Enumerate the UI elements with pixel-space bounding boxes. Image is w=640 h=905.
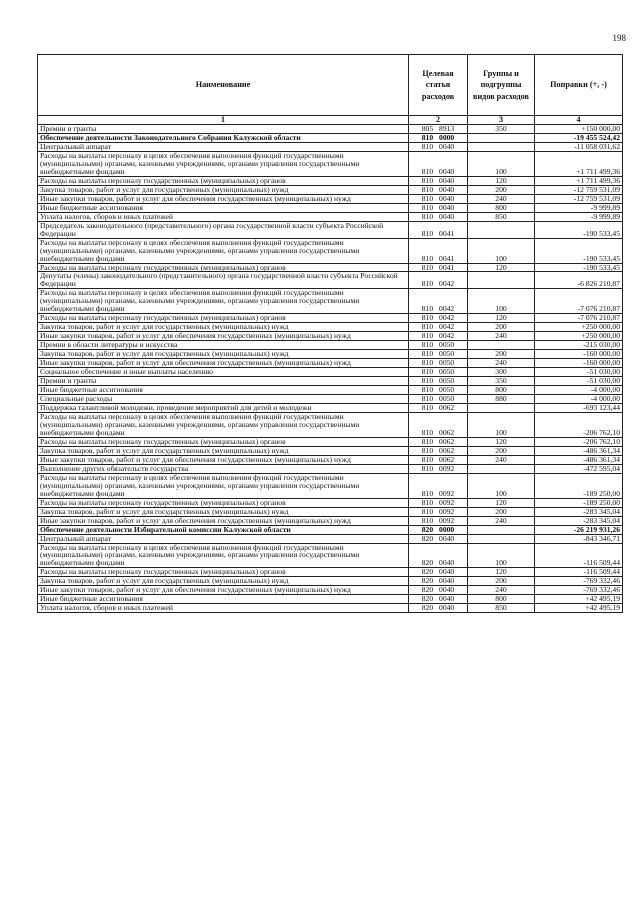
row-code: 810 0000 xyxy=(409,133,468,142)
row-amount: -116 509,44 xyxy=(535,543,623,568)
row-name: Премии и гранты xyxy=(38,377,409,386)
table-row xyxy=(38,498,623,507)
row-code: 810 0041 xyxy=(409,238,468,263)
row-vr: 120 xyxy=(468,498,535,507)
row-name: Центральный аппарат xyxy=(38,534,409,543)
row-vr: 120 xyxy=(468,176,535,185)
table-row xyxy=(38,604,623,613)
row-name: Расходы на выплаты персоналу государственных (муниципальных) органов xyxy=(38,498,409,507)
table-row xyxy=(38,464,623,473)
row-name: Иные закупки товаров, работ и услуг для обеспечения государственных (муниципальных) нужд xyxy=(38,332,409,341)
column-number: 3 xyxy=(468,116,535,125)
table-row xyxy=(38,272,623,289)
row-code: 810 0042 xyxy=(409,314,468,323)
row-amount: -769 332,46 xyxy=(535,586,623,595)
row-name: Закупка товаров, работ и услуг для государственных (муниципальных) нужд xyxy=(38,323,409,332)
row-vr xyxy=(468,464,535,473)
row-amount: -189 250,00 xyxy=(535,498,623,507)
row-amount: +42 495,19 xyxy=(535,604,623,613)
header-amount: Поправки (+, -) xyxy=(535,55,623,116)
table-row xyxy=(38,386,623,395)
row-code: 820 0040 xyxy=(409,595,468,604)
row-amount: -843 346,71 xyxy=(535,534,623,543)
row-code: 810 0092 xyxy=(409,498,468,507)
row-name: Уплата налогов, сборов и иных платежей xyxy=(38,604,409,613)
row-name: Расходы на выплаты персоналу в целях обеспечения выполнения функций государственными (муниципальными) органами, казенными учреждениями, органами управления государственными внебюджетными фондами xyxy=(38,473,409,498)
row-vr: 240 xyxy=(468,455,535,464)
row-code: 810 0042 xyxy=(409,323,468,332)
row-amount: +42 495,19 xyxy=(535,595,623,604)
row-code: 810 0062 xyxy=(409,412,468,437)
row-name: Закупка товаров, работ и услуг для государственных (муниципальных) нужд xyxy=(38,185,409,194)
row-name: Председатель законодательного (представительного) органа государственной власти субъекта Российской Федерации xyxy=(38,221,409,238)
row-name: Закупка товаров, работ и услуг для государственных (муниципальных) нужд xyxy=(38,446,409,455)
row-code: 810 0042 xyxy=(409,289,468,314)
row-vr: 200 xyxy=(468,185,535,194)
row-name: Обеспечение деятельности Законодательного Собрания Калужской области xyxy=(38,133,409,142)
column-number: 2 xyxy=(409,116,468,125)
row-amount: -11 058 031,62 xyxy=(535,142,623,151)
row-amount: -9 999,89 xyxy=(535,212,623,221)
row-vr: 200 xyxy=(468,350,535,359)
budget-table xyxy=(37,54,623,613)
row-vr: 240 xyxy=(468,586,535,595)
table-row xyxy=(38,437,623,446)
row-code: 810 0041 xyxy=(409,263,468,272)
row-amount: -6 826 210,87 xyxy=(535,272,623,289)
row-amount: +1 711 499,36 xyxy=(535,151,623,176)
row-code: 810 0050 xyxy=(409,341,468,350)
row-amount: -215 030,00 xyxy=(535,341,623,350)
table-row xyxy=(38,203,623,212)
row-vr xyxy=(468,133,535,142)
row-amount: -7 076 210,87 xyxy=(535,289,623,314)
row-amount: -12 759 531,09 xyxy=(535,194,623,203)
row-name: Расходы на выплаты персоналу государственных (муниципальных) органов xyxy=(38,568,409,577)
row-code: 810 0050 xyxy=(409,377,468,386)
row-vr: 350 xyxy=(468,125,535,134)
row-vr: 240 xyxy=(468,332,535,341)
row-vr: 120 xyxy=(468,568,535,577)
row-name: Расходы на выплаты персоналу в целях обеспечения выполнения функций государственными (муниципальными) органами, казенными учреждениями, органами управления государственными внебюджетными фондами xyxy=(38,543,409,568)
row-code: 810 0040 xyxy=(409,185,468,194)
row-code: 820 0040 xyxy=(409,534,468,543)
row-name: Иные бюджетные ассигнования xyxy=(38,203,409,212)
row-vr: 200 xyxy=(468,507,535,516)
row-code: 810 0050 xyxy=(409,368,468,377)
row-name: Закупка товаров, работ и услуг для государственных (муниципальных) нужд xyxy=(38,350,409,359)
row-name: Иные закупки товаров, работ и услуг для обеспечения государственных (муниципальных) нужд xyxy=(38,455,409,464)
row-vr: 800 xyxy=(468,386,535,395)
row-code: 805 8913 xyxy=(409,125,468,134)
row-name: Центральный аппарат xyxy=(38,142,409,151)
row-name: Иные закупки товаров, работ и услуг для обеспечения государственных (муниципальных) нужд xyxy=(38,359,409,368)
row-name: Иные бюджетные ассигнования xyxy=(38,595,409,604)
row-vr: 800 xyxy=(468,203,535,212)
row-name: Закупка товаров, работ и услуг для государственных (муниципальных) нужд xyxy=(38,507,409,516)
table-row xyxy=(38,185,623,194)
row-amount: +1 711 499,36 xyxy=(535,176,623,185)
table-row xyxy=(38,507,623,516)
row-vr: 100 xyxy=(468,543,535,568)
row-amount: -7 076 210,87 xyxy=(535,314,623,323)
row-vr: 240 xyxy=(468,194,535,203)
row-vr: 100 xyxy=(468,238,535,263)
row-vr: 200 xyxy=(468,446,535,455)
row-amount: -160 000,00 xyxy=(535,359,623,368)
row-code: 810 0041 xyxy=(409,221,468,238)
row-amount: +250 000,00 xyxy=(535,332,623,341)
table-row xyxy=(38,212,623,221)
row-amount: -4 000,00 xyxy=(535,395,623,404)
column-number: 4 xyxy=(535,116,623,125)
row-name: Расходы на выплаты персоналу государственных (муниципальных) органов xyxy=(38,263,409,272)
row-code: 810 0040 xyxy=(409,194,468,203)
row-code: 810 0062 xyxy=(409,404,468,413)
row-vr: 350 xyxy=(468,377,535,386)
row-amount: -190 533,45 xyxy=(535,221,623,238)
row-code: 810 0040 xyxy=(409,212,468,221)
row-amount: -190 533,45 xyxy=(535,238,623,263)
row-vr xyxy=(468,272,535,289)
row-amount: -26 219 931,26 xyxy=(535,525,623,534)
row-name: Уплата налогов, сборов и иных платежей xyxy=(38,212,409,221)
header-code: Целевая статья расходов xyxy=(409,55,468,116)
row-vr: 880 xyxy=(468,395,535,404)
row-vr: 240 xyxy=(468,359,535,368)
table-row xyxy=(38,194,623,203)
header-row xyxy=(38,55,623,116)
table-row xyxy=(38,525,623,534)
row-name: Иные закупки товаров, работ и услуг для обеспечения государственных (муниципальных) нужд xyxy=(38,586,409,595)
row-amount: -206 762,10 xyxy=(535,437,623,446)
row-code: 810 0042 xyxy=(409,272,468,289)
row-name: Выполнение других обязательств государства xyxy=(38,464,409,473)
row-code: 810 0042 xyxy=(409,332,468,341)
table-row xyxy=(38,133,623,142)
row-vr: 120 xyxy=(468,263,535,272)
row-vr xyxy=(468,525,535,534)
row-name: Расходы на выплаты персоналу государственных (муниципальных) органов xyxy=(38,437,409,446)
row-vr: 100 xyxy=(468,289,535,314)
row-code: 810 0040 xyxy=(409,203,468,212)
row-amount: -51 030,00 xyxy=(535,368,623,377)
row-vr: 200 xyxy=(468,577,535,586)
row-code: 820 0040 xyxy=(409,604,468,613)
row-amount: -19 455 524,42 xyxy=(535,133,623,142)
row-name: Премии в области литературы и искусства xyxy=(38,341,409,350)
row-name: Иные закупки товаров, работ и услуг для обеспечения государственных (муниципальных) нужд xyxy=(38,516,409,525)
table-row xyxy=(38,176,623,185)
row-vr: 100 xyxy=(468,412,535,437)
row-amount: +250 000,00 xyxy=(535,323,623,332)
row-amount: -51 030,00 xyxy=(535,377,623,386)
row-code: 820 0040 xyxy=(409,586,468,595)
row-amount: -189 250,00 xyxy=(535,473,623,498)
row-code: 810 0092 xyxy=(409,507,468,516)
row-name: Расходы на выплаты персоналу государственных (муниципальных) органов xyxy=(38,176,409,185)
row-name: Расходы на выплаты персоналу в целях обеспечения выполнения функций государственными (муниципальными) органами, казенными учреждениями, органами управления государственными внебюджетными фондами xyxy=(38,412,409,437)
row-vr xyxy=(468,534,535,543)
row-vr: 100 xyxy=(468,473,535,498)
row-name: Иные бюджетные ассигнования xyxy=(38,386,409,395)
row-amount: -472 595,04 xyxy=(535,464,623,473)
header-name: Наименование xyxy=(38,55,409,116)
row-amount: -693 123,44 xyxy=(535,404,623,413)
row-code: 810 0062 xyxy=(409,446,468,455)
row-vr xyxy=(468,142,535,151)
row-amount: -160 000,00 xyxy=(535,350,623,359)
row-code: 810 0050 xyxy=(409,386,468,395)
row-code: 810 0050 xyxy=(409,359,468,368)
row-amount: -4 000,00 xyxy=(535,386,623,395)
row-vr: 200 xyxy=(468,323,535,332)
row-code: 810 0050 xyxy=(409,350,468,359)
row-code: 820 0040 xyxy=(409,543,468,568)
row-code: 810 0092 xyxy=(409,473,468,498)
table-row xyxy=(38,221,623,238)
row-vr: 240 xyxy=(468,516,535,525)
row-name: Расходы на выплаты персоналу в целях обеспечения выполнения функций государственными (муниципальными) органами, казенными учреждениями, органами управления государственными внебюджетными фондами xyxy=(38,289,409,314)
row-code: 810 0092 xyxy=(409,516,468,525)
row-code: 810 0062 xyxy=(409,455,468,464)
row-vr: 850 xyxy=(468,212,535,221)
row-amount: +150 000,00 xyxy=(535,125,623,134)
row-code: 820 0040 xyxy=(409,577,468,586)
row-name: Обеспечение деятельности Избирательной комиссии Калужской области xyxy=(38,525,409,534)
row-name: Депутаты (члены) законодательного (представительного) органа государственной власти субъекта Российской Федерации xyxy=(38,272,409,289)
table-row xyxy=(38,238,623,263)
row-vr xyxy=(468,221,535,238)
page-number: 198 xyxy=(612,33,626,43)
table-row xyxy=(38,543,623,568)
column-number-row xyxy=(38,116,623,125)
row-vr: 100 xyxy=(468,151,535,176)
header-vr: Группы и подгруппы видов расходов xyxy=(468,55,535,116)
table-row xyxy=(38,534,623,543)
row-vr: 120 xyxy=(468,437,535,446)
row-vr: 120 xyxy=(468,314,535,323)
table-row xyxy=(38,289,623,314)
row-name: Поддержка талантливой молодежи, проведение мероприятий для детей и молодежи xyxy=(38,404,409,413)
table-row xyxy=(38,412,623,437)
table-row xyxy=(38,151,623,176)
row-vr xyxy=(468,404,535,413)
row-code: 810 0050 xyxy=(409,395,468,404)
row-name: Специальные расходы xyxy=(38,395,409,404)
row-name: Премии и гранты xyxy=(38,125,409,134)
row-name: Расходы на выплаты персоналу в целях обеспечения выполнения функций государственными (муниципальными) органами, казенными учреждениями, органами управления государственными внебюджетными фондами xyxy=(38,238,409,263)
row-code: 820 0040 xyxy=(409,568,468,577)
row-code: 810 0092 xyxy=(409,464,468,473)
row-vr: 800 xyxy=(468,595,535,604)
row-name: Иные закупки товаров, работ и услуг для обеспечения государственных (муниципальных) нужд xyxy=(38,194,409,203)
row-vr: 300 xyxy=(468,368,535,377)
row-amount: -190 533,45 xyxy=(535,263,623,272)
table-row xyxy=(38,473,623,498)
row-code: 810 0040 xyxy=(409,142,468,151)
table-row xyxy=(38,446,623,455)
row-code: 810 0040 xyxy=(409,151,468,176)
table-row xyxy=(38,516,623,525)
row-amount: -486 361,34 xyxy=(535,455,623,464)
table-row xyxy=(38,455,623,464)
row-amount: -206 762,10 xyxy=(535,412,623,437)
row-vr: 850 xyxy=(468,604,535,613)
row-amount: -116 509,44 xyxy=(535,568,623,577)
row-amount: -769 332,46 xyxy=(535,577,623,586)
row-name: Расходы на выплаты персоналу государственных (муниципальных) органов xyxy=(38,314,409,323)
row-name: Закупка товаров, работ и услуг для государственных (муниципальных) нужд xyxy=(38,577,409,586)
row-code: 820 0000 xyxy=(409,525,468,534)
column-number: 1 xyxy=(38,116,409,125)
row-amount: -9 999,89 xyxy=(535,203,623,212)
row-name: Расходы на выплаты персоналу в целях обеспечения выполнения функций государственными (муниципальными) органами, казенными учреждениями, органами управления государственными внебюджетными фондами xyxy=(38,151,409,176)
row-code: 810 0062 xyxy=(409,437,468,446)
row-amount: -486 361,34 xyxy=(535,446,623,455)
row-name: Социальное обеспечение и иные выплаты населению xyxy=(38,368,409,377)
row-amount: -283 345,04 xyxy=(535,507,623,516)
row-amount: -283 345,04 xyxy=(535,516,623,525)
row-code: 810 0040 xyxy=(409,176,468,185)
row-amount: -12 759 531,09 xyxy=(535,185,623,194)
table-row xyxy=(38,368,623,377)
